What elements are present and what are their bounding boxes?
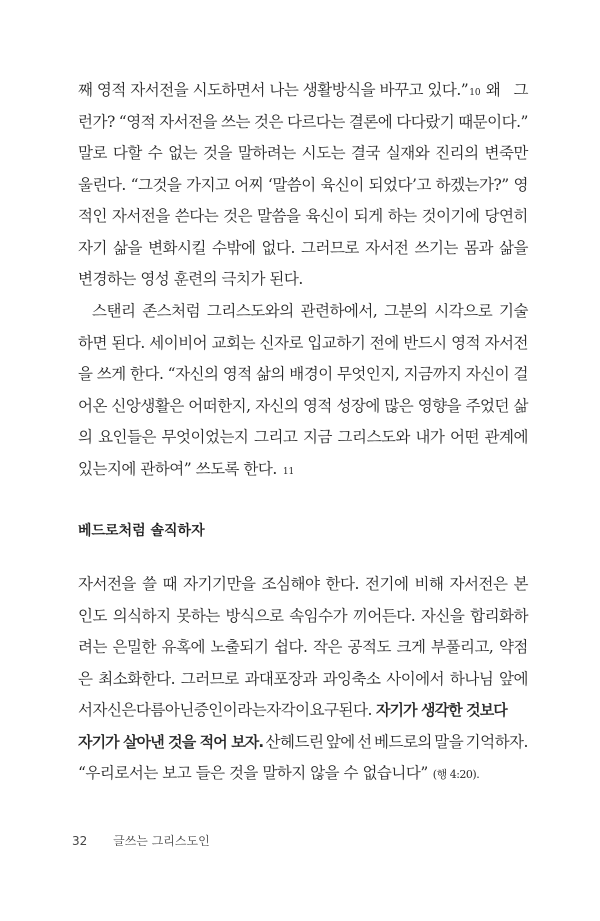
paragraph1-line: 울린다. “그것을 가지고 어찌 ‘말씀이 육신이 되었다’고 하겠는가?” 영 (78, 175, 528, 194)
paragraph3-line: 서 자신은 다름 아닌 증인이라는 자각이 요구된다. 자기가 생각한 것보다 (78, 701, 507, 719)
paragraph2-line: 하면 된다. 세이비어 교회는 신자로 입교하기 전에 반드시 영적 자서전 (78, 333, 528, 352)
line-text: “우리로서는 보고 들은 것을 말하지 않을 수 없습니다” (78, 764, 428, 782)
line-text: 변경하는 영성 훈련의 극치가 된다. (78, 270, 303, 288)
paragraph1-line: 런가? “영적 자서전을 쓰는 것은 다르다는 결론에 다다랐기 때문이다.” (78, 112, 528, 131)
paragraph2-line: 있는지에 관하여” 쓰도록 한다. 11 (78, 459, 295, 478)
paragraph3-line: 자기가 살아낸 것을 적어 보자. 산헤드린 앞에 선 베드로의 말을 기억하자. (78, 732, 528, 751)
line-text: 있는지에 관하여” 쓰도록 한다. (78, 459, 277, 478)
scripture-reference: (행 4:20). (432, 768, 480, 781)
paragraph2-line: 의 요인들은 무엇이었는지 그리고 지금 그리스도와 내가 어떤 관계에 (78, 428, 528, 446)
paragraph2-line: 어온 신앙생활은 어떠한지, 자신의 영적 성장에 많은 영향을 주었던 삶 (78, 396, 528, 415)
paragraph3-line: 려는 은밀한 유혹에 노출되기 쉽다. 작은 공적도 크게 부풀리고, 약점 (78, 638, 528, 656)
paragraph1-line (78, 269, 528, 289)
page-footer (72, 832, 210, 849)
section-heading: 베드로처럼 솔직하자 (78, 523, 205, 539)
paragraph2-line: 을 쓰게 한다. “자신의 영적 삶의 배경이 무엇인지, 지금까지 자신이 걸 (78, 365, 528, 383)
paragraph1-line: 자기 삶을 변화시킬 수밖에 없다. 그러므로 자서전 쓰기는 몸과 삶을 (78, 238, 528, 257)
paragraph2-line: 스탠리 존스처럼 그리스도와의 관련하에서, 그분의 시각으로 기술 (92, 302, 528, 320)
paragraph3-line (78, 763, 528, 783)
paragraph3-line: 인도 의식하지 못하는 방식으로 속임수가 끼어든다. 자신을 합리화하 (78, 606, 528, 625)
paragraph3-line: 은 최소화한다. 그러므로 과대포장과 과잉축소 사이에서 하나님 앞에 (78, 669, 528, 688)
emphasis-text: 자기가 생각한 것보다 (375, 701, 507, 719)
paragraph3-line: 자서전을 쓸 때 자기기만을 조심해야 한다. 전기에 비해 자서전은 본 (78, 575, 528, 593)
page-number: 32 (72, 834, 88, 848)
emphasis-text: 자기가 살아낸 것을 적어 보자. (78, 732, 264, 751)
line-text: 째 영적 자서전을 시도하면서 나는 생활방식을 바꾸고 있다.” (78, 81, 469, 99)
paragraph1-line: 째 영적 자서전을 시도하면서 나는 생활방식을 바꾸고 있다.” 10 왜 그 (78, 81, 528, 99)
paragraph1-line: 말로 다할 수 없는 것을 말하려는 시도는 결국 실재와 진리의 변죽만 (78, 144, 528, 162)
paragraph1-line: 적인 자서전을 쓴다는 것은 말씀을 육신이 되게 하는 것이기에 당연히 (78, 207, 528, 225)
line-text-tail: 왜 그 (485, 81, 528, 99)
book-title: 글쓰는 그리스도인 (113, 834, 210, 848)
